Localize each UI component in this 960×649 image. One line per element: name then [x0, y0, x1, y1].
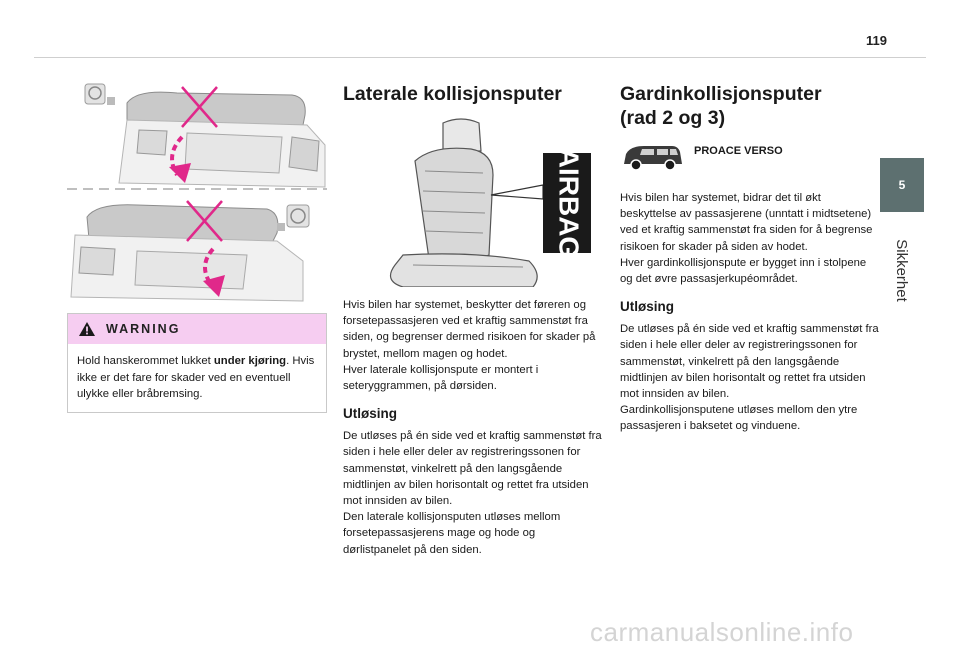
warning-header — [68, 314, 326, 344]
seat-airbag-illustration — [343, 115, 605, 287]
airbag-label: AIRBAG — [553, 147, 585, 259]
curtain-airbags-column — [620, 82, 880, 435]
curtain-title-line2: (rad 2 og 3) — [620, 107, 726, 129]
glovebox-bottom-figure — [71, 201, 309, 301]
warning-text-bold: under kjøring — [213, 355, 287, 367]
curtain-title-line1: Gardinkollisjonsputer — [620, 83, 822, 105]
warning-triangle-icon — [78, 321, 96, 337]
curtain-deploy-title: Utløsing — [620, 299, 674, 315]
page-number: 119 — [866, 33, 887, 48]
chapter-tab[interactable] — [880, 158, 924, 212]
curtain-intro: Hvis bilen har systemet, bidrar det til økt beskyttelse av passasjerene (unntatt i midtsetene) ved et kraftig sammenstøt fra siden for å begrense risikoen for skader på siden av hodet. Hver gardinkollisjonspute er bygget inn i stolpene og det øvre passasjerkupéområdet. — [620, 192, 873, 286]
curtain-deploy-text: De utløses på én side ved et kraftig sammenstøt fra siden i hele eller deler av registreringssonen for sammenstøt, vinkelrett på den langsgående midtlinjen av bilen horisontalt og rettet fra utsiden mot innsiden av bilen. Gardinkollisjonsputene utløses mellom den ytre passasjeren i baksetet og vinduene. — [620, 323, 879, 433]
lateral-deploy-title: Utløsing — [343, 406, 397, 422]
header-divider — [34, 57, 926, 58]
warning-text-end: . Hvis ikke er det fare for skader ved en eventuell ulykke eller bråbremsing. — [77, 355, 315, 400]
lateral-intro: Hvis bilen har systemet, beskytter det føreren og forsetepassasjeren ved et kraftig sammenstøt fra siden, og begrenser dermed risikoen for skader på brystet, mellom magen og hodet. Hver laterale kollisjonspute er montert i seteryggrammen, på dørsiden. — [343, 299, 596, 393]
chapter-title: Sikkerhet — [892, 238, 910, 302]
warning-text — [68, 344, 326, 412]
van-icon — [620, 142, 684, 172]
lateral-airbags-title: Laterale kollisjonsputer — [343, 83, 562, 105]
chapter-number: 5 — [898, 178, 906, 192]
warning-title: WARNING — [106, 322, 181, 336]
chapter-label — [883, 225, 919, 315]
lateral-airbags-column — [343, 82, 605, 558]
model-label: PROACE VERSO — [694, 145, 783, 157]
glovebox-top-figure — [85, 84, 325, 187]
lateral-deploy-text: De utløses på én side ved et kraftig sammenstøt fra siden i hele eller deler av registreringssonen for sammenstøt, vinkelrett på den langsgående midtlinjen av bilen horisontalt og rettet fra utsiden mot innsiden av bilen. Den laterale kollisjonsputen utløses mellom forsetepassasjerens mage og hode og dørlistpanelet på den siden. — [343, 430, 602, 556]
glovebox-illustration — [67, 75, 327, 303]
glovebox-column — [67, 75, 327, 413]
warning-text-start: Hold hanskerommet lukket — [77, 355, 214, 367]
warning-box — [67, 313, 327, 413]
model-row — [620, 142, 880, 172]
watermark: carmanualsonline.info — [590, 617, 854, 647]
